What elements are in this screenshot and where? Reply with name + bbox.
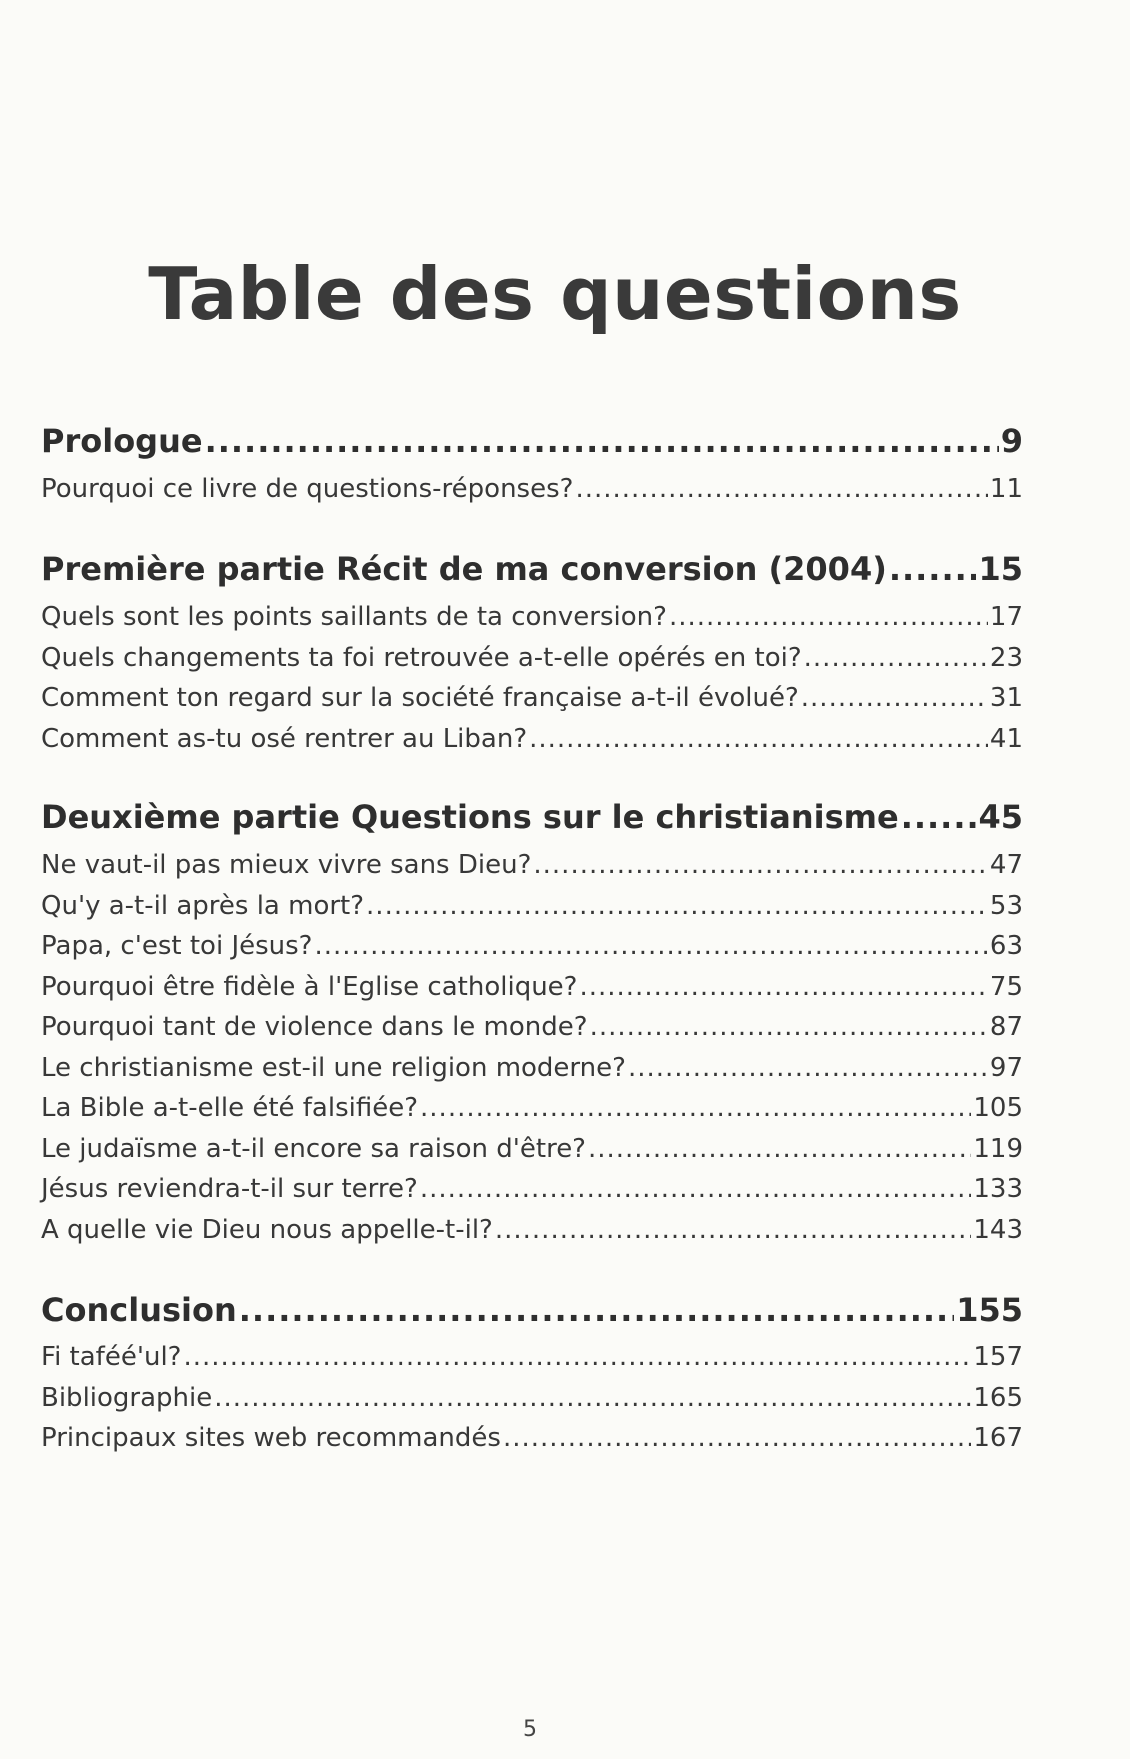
- dot-leader: [495, 1214, 972, 1246]
- toc-entry-page: 119: [973, 1134, 1023, 1164]
- toc-entry-page: 23: [989, 643, 1023, 673]
- toc-heading-label: Deuxième partie Questions sur le christianisme: [41, 798, 899, 836]
- toc-entry-label: Comment as-tu osé rentrer au Liban?: [41, 724, 528, 754]
- toc-entry-page: 133: [973, 1174, 1023, 1204]
- toc-entry: [41, 473, 1023, 505]
- toc-entry-page: 165: [973, 1383, 1023, 1413]
- toc-entry-label: Quels sont les points saillants de ta conversion?: [41, 602, 667, 632]
- toc-heading-prologue: [41, 421, 1023, 461]
- toc-entry: [41, 642, 1023, 674]
- toc-heading-deuxieme-partie: [41, 797, 1023, 837]
- dot-leader: [314, 930, 987, 962]
- toc-entry-label: Bibliographie: [41, 1383, 213, 1413]
- page-number: 5: [523, 1717, 537, 1742]
- dot-leader: [214, 1382, 971, 1414]
- dot-leader: [420, 1092, 971, 1124]
- toc-entry: [41, 849, 1023, 881]
- toc-entry-label: Quels changements ta foi retrouvée a-t-elle opérés en toi?: [41, 643, 802, 673]
- toc-entry: [41, 601, 1023, 633]
- dot-leader: [669, 601, 988, 633]
- toc-heading-label: Conclusion: [41, 1291, 237, 1329]
- toc-entry-page: 157: [973, 1342, 1023, 1372]
- toc-entry-label: Qu'y a-t-il après la mort?: [41, 891, 365, 921]
- toc-entry: [41, 723, 1023, 755]
- dot-leader: [183, 1341, 971, 1373]
- dot-leader: [420, 1173, 972, 1205]
- toc-entry: [41, 682, 1023, 714]
- toc-entry: [41, 1173, 1023, 1205]
- dot-leader: [889, 549, 977, 589]
- toc-entry-label: Pourquoi ce livre de questions-réponses?: [41, 474, 574, 504]
- dot-leader: [205, 421, 999, 461]
- toc-heading-label: Première partie Récit de ma conversion (2004): [41, 550, 887, 588]
- dot-leader: [239, 1290, 954, 1330]
- toc-entry: [41, 890, 1023, 922]
- toc-entry: [41, 971, 1023, 1003]
- toc-entry: [41, 1133, 1023, 1165]
- dot-leader: [901, 797, 977, 837]
- toc-entry-label: Comment ton regard sur la société française a-t-il évolué?: [41, 683, 799, 713]
- toc-entry-label: Ne vaut-il pas mieux vivre sans Dieu?: [41, 850, 532, 880]
- toc-heading-conclusion: [41, 1290, 1023, 1330]
- toc-entry-page: 47: [989, 850, 1023, 880]
- toc-entry-label: Le christianisme est-il une religion moderne?: [41, 1053, 626, 1083]
- toc-entry-label: Jésus reviendra-t-il sur terre?: [41, 1174, 418, 1204]
- toc-entry: [41, 1382, 1023, 1414]
- dot-leader: [628, 1052, 988, 1084]
- toc-heading-page: 9: [1000, 422, 1023, 460]
- dot-leader: [503, 1422, 971, 1454]
- page-title: Table des questions: [148, 252, 962, 336]
- toc-entry-page: 143: [973, 1215, 1023, 1245]
- dot-leader: [590, 1011, 988, 1043]
- toc-heading-page: 155: [956, 1291, 1023, 1329]
- toc-entry-page: 41: [989, 724, 1023, 754]
- dot-leader: [575, 473, 987, 505]
- toc-entry-label: Pourquoi tant de violence dans le monde?: [41, 1012, 588, 1042]
- toc-entry: [41, 1341, 1023, 1373]
- toc-entry-label: Le judaïsme a-t-il encore sa raison d'être?: [41, 1134, 586, 1164]
- dot-leader: [529, 723, 988, 755]
- toc-entry: [41, 1052, 1023, 1084]
- toc-entry: [41, 1092, 1023, 1124]
- toc-entry-label: Fi taféé'ul?: [41, 1342, 182, 1372]
- toc-entry-page: 87: [989, 1012, 1023, 1042]
- toc-heading-premiere-partie: [41, 549, 1023, 589]
- toc-entry: [41, 1011, 1023, 1043]
- toc-entry-label: Papa, c'est toi Jésus?: [41, 931, 313, 961]
- toc-heading-page: 15: [978, 550, 1023, 588]
- toc-heading-label: Prologue: [41, 422, 203, 460]
- toc-entry-label: Pourquoi être fidèle à l'Eglise catholique?: [41, 972, 578, 1002]
- toc-entry-page: 75: [989, 972, 1023, 1002]
- toc-entry-label: La Bible a-t-elle été falsifiée?: [41, 1093, 419, 1123]
- toc-entry-page: 53: [989, 891, 1023, 921]
- toc-entry-page: 11: [989, 474, 1023, 504]
- toc-entry-label: Principaux sites web recommandés: [41, 1423, 501, 1453]
- toc-entry-page: 31: [989, 683, 1023, 713]
- dot-leader: [366, 890, 988, 922]
- toc-entry-page: 105: [973, 1093, 1023, 1123]
- toc-entry-page: 167: [973, 1423, 1023, 1453]
- toc-entry: [41, 1422, 1023, 1454]
- toc-entry-page: 97: [989, 1053, 1023, 1083]
- toc-entry: [41, 1214, 1023, 1246]
- toc-entry-page: 63: [989, 931, 1023, 961]
- dot-leader: [801, 682, 988, 714]
- dot-leader: [588, 1133, 971, 1165]
- toc-heading-page: 45: [978, 798, 1023, 836]
- toc-entry-label: A quelle vie Dieu nous appelle-t-il?: [41, 1215, 493, 1245]
- toc-entry-page: 17: [989, 602, 1023, 632]
- dot-leader: [804, 642, 988, 674]
- toc-entry: [41, 930, 1023, 962]
- dot-leader: [533, 849, 988, 881]
- dot-leader: [579, 971, 987, 1003]
